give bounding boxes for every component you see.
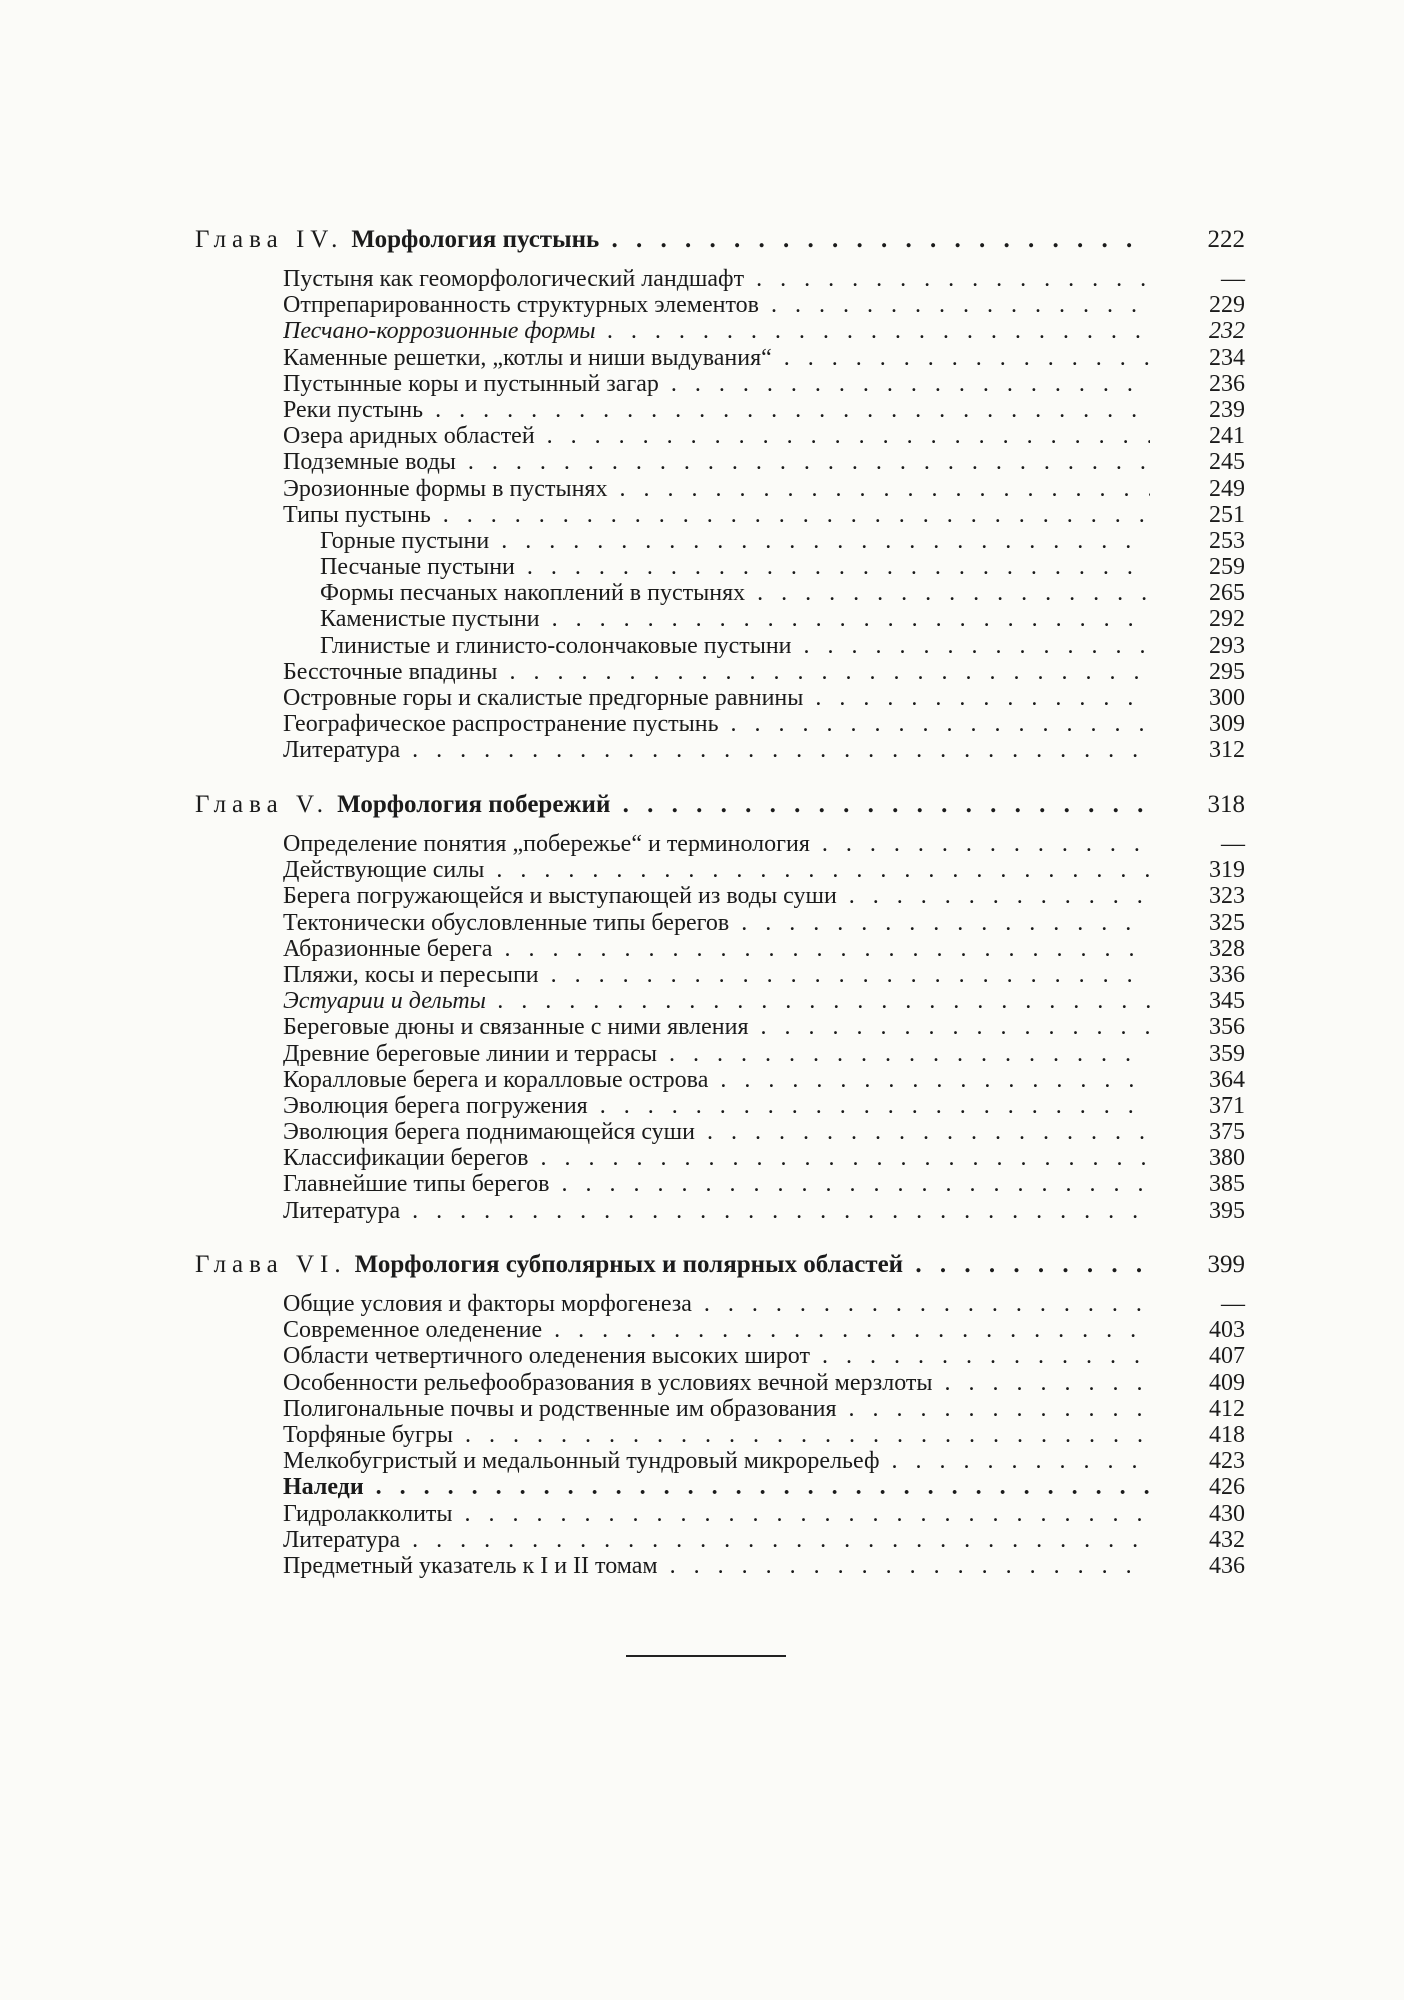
toc-entry[interactable]: Пустыня как геоморфологический ландшафт . . . —	[195, 266, 1245, 292]
page-number: 251	[1209, 501, 1245, 528]
toc-entry[interactable]: Полигональные почвы и родственные им образования . . . 412	[195, 1396, 1245, 1422]
toc-entry[interactable]: Подземные воды . . . 245	[195, 449, 1245, 475]
page-number: 407	[1209, 1343, 1245, 1370]
page-number: 430	[1209, 1500, 1245, 1527]
page-number: 418	[1209, 1421, 1245, 1448]
toc-entry[interactable]: Определение понятия „побережье“ и терминология . . . —	[195, 831, 1245, 857]
toc-entry[interactable]: Типы пустынь . . . 251	[195, 502, 1245, 528]
toc-entry[interactable]: Литература . . . 395	[195, 1198, 1245, 1224]
toc-entry[interactable]: Береговые дюны и связанные с ними явления . . . 356	[195, 1014, 1245, 1040]
toc-entry[interactable]: Литература . . . 312	[195, 737, 1245, 763]
toc-entry[interactable]: Области четвертичного оледенения высоких широт . . . 407	[195, 1343, 1245, 1369]
toc-subentry[interactable]: Горные пустыни . . . 253	[195, 528, 1245, 554]
page-number: 403	[1209, 1317, 1245, 1344]
page-number: 336	[1209, 961, 1245, 988]
toc-entry[interactable]: Коралловые берега и коралловые острова . . . 364	[195, 1067, 1245, 1093]
toc-entry[interactable]: Главнейшие типы берегов . . . 385	[195, 1171, 1245, 1197]
page-number: 265	[1209, 580, 1245, 607]
chapter-title: Морфология побережий	[337, 791, 611, 818]
page-number: 432	[1209, 1526, 1245, 1553]
page-number: —	[1221, 831, 1245, 857]
toc-entry[interactable]: Отпрепарированность структурных элементов . . . 229	[195, 292, 1245, 318]
page-number: 300	[1209, 685, 1245, 711]
toc-subentry[interactable]: Каменистые пустыни . . . 292	[195, 606, 1245, 632]
page-number: 356	[1209, 1014, 1245, 1041]
page-number: 293	[1209, 632, 1245, 659]
page-number: 229	[1209, 292, 1245, 319]
page-number: 245	[1209, 449, 1245, 476]
toc-entry[interactable]: Современное оледенение . . . 403	[195, 1317, 1245, 1343]
toc-subentry[interactable]: Песчаные пустыни . . . 259	[195, 554, 1245, 580]
page-number: 319	[1209, 857, 1245, 884]
chapter-label: Глава V.	[195, 791, 330, 818]
page-number: 312	[1209, 737, 1245, 764]
page-number: 253	[1209, 527, 1245, 554]
toc-entry[interactable]: Классификации берегов . . . 380	[195, 1145, 1245, 1171]
toc-entry[interactable]: Предметный указатель к I и II томам . . . 436	[195, 1553, 1245, 1579]
page-number: 409	[1209, 1369, 1245, 1396]
page-number: 236	[1209, 370, 1245, 397]
chapter-title: Морфология субполярных и полярных областей	[354, 1251, 904, 1278]
page-number: 385	[1209, 1171, 1245, 1198]
toc-entry[interactable]: Особенности рельефообразования в условиях вечной мерзлоты . . . 409	[195, 1370, 1245, 1396]
chapter-title: Морфология пустынь	[351, 226, 600, 253]
toc-entry[interactable]: Действующие силы . . . 319	[195, 857, 1245, 883]
toc-entry[interactable]: Литература . . . 432	[195, 1527, 1245, 1553]
toc-entry[interactable]: Эволюция берега поднимающейся суши . . . 375	[195, 1119, 1245, 1145]
toc-subentry[interactable]: Формы песчаных накоплений в пустынях . . . 265	[195, 580, 1245, 606]
toc-entry[interactable]: Географическое распространение пустынь . . . 309	[195, 711, 1245, 737]
toc-entry[interactable]: Каменные решетки, „котлы и ниши выдувания“ . . . 234	[195, 345, 1245, 371]
page-number: 259	[1209, 554, 1245, 581]
toc-entry[interactable]: Абразионные берега . . . 328	[195, 936, 1245, 962]
toc-entry[interactable]: Бессточные впадины . . . 295	[195, 659, 1245, 685]
page-number: 423	[1209, 1448, 1245, 1475]
toc-entry[interactable]: Наледи . . . 426	[195, 1474, 1245, 1500]
toc-entry[interactable]: Берега погружающейся и выступающей из воды суши . . . 323	[195, 883, 1245, 909]
page-number: 295	[1209, 658, 1245, 685]
toc-entry[interactable]: Древние береговые линии и террасы . . . 359	[195, 1041, 1245, 1067]
page-number: 309	[1209, 711, 1245, 738]
chapter-heading[interactable]	[195, 785, 1245, 825]
chapter-5	[195, 785, 1245, 1224]
toc-entry[interactable]: Торфяные бугры . . . 418	[195, 1422, 1245, 1448]
page-number: 426	[1209, 1474, 1245, 1501]
page-number: 412	[1209, 1395, 1245, 1422]
chapter-4	[195, 220, 1245, 764]
toc-entry[interactable]: Пустынные коры и пустынный загар . . . 236	[195, 371, 1245, 397]
page-number: 364	[1209, 1066, 1245, 1093]
chapter-label: Глава VI.	[195, 1251, 347, 1278]
page-number: 222	[1207, 226, 1245, 253]
page-number: 328	[1209, 935, 1245, 962]
chapter-label: Глава IV.	[195, 226, 344, 253]
page-number: 436	[1209, 1552, 1245, 1579]
toc-entry[interactable]: Эстуарии и дельты . . . 345	[195, 988, 1245, 1014]
toc-entry[interactable]: Общие условия и факторы морфогенеза . . . —	[195, 1291, 1245, 1317]
page-number: 325	[1209, 909, 1245, 936]
toc-entry[interactable]: Гидролакколиты . . . 430	[195, 1501, 1245, 1527]
chapter-6	[195, 1245, 1245, 1579]
toc-entry[interactable]: Пляжи, косы и пересыпи . . . 336	[195, 962, 1245, 988]
toc-entry[interactable]: Песчано-коррозионные формы . . . 232	[195, 318, 1245, 344]
toc-entry[interactable]: Мелкобугристый и медальонный тундровый микрорельеф . . . 423	[195, 1448, 1245, 1474]
page-number: 292	[1209, 606, 1245, 633]
toc-subentry[interactable]: Глинистые и глинисто-солончаковые пустыни . . . 293	[195, 633, 1245, 659]
page-number: 380	[1209, 1145, 1245, 1172]
page-number: 241	[1209, 423, 1245, 450]
page-number: 399	[1207, 1251, 1245, 1278]
toc-entry[interactable]: Островные горы и скалистые предгорные равнины . . . 300	[195, 685, 1245, 711]
chapter-heading[interactable]	[195, 220, 1245, 260]
page-number: 232	[1209, 318, 1245, 345]
page-number: 323	[1209, 883, 1245, 910]
page-number: 318	[1207, 791, 1245, 818]
page-number: 375	[1209, 1119, 1245, 1146]
page-number: 234	[1209, 344, 1245, 371]
page-number: 249	[1209, 475, 1245, 502]
page-number: 345	[1209, 988, 1245, 1015]
toc-entry[interactable]: Озера аридных областей . . . 241	[195, 423, 1245, 449]
page-number: —	[1221, 266, 1245, 292]
chapter-heading[interactable]	[195, 1245, 1245, 1285]
page-number: 395	[1209, 1197, 1245, 1224]
toc-entry[interactable]: Реки пустынь . . . 239	[195, 397, 1245, 423]
page-number: —	[1221, 1291, 1245, 1317]
toc-entry[interactable]: Эрозионные формы в пустынях . . . 249	[195, 476, 1245, 502]
end-rule	[626, 1655, 786, 1657]
page-number: 371	[1209, 1092, 1245, 1119]
page-number: 359	[1209, 1040, 1245, 1067]
page-number: 239	[1209, 396, 1245, 423]
toc-entry[interactable]: Эволюция берега погружения . . . 371	[195, 1093, 1245, 1119]
toc-entry[interactable]: Тектонически обусловленные типы берегов . . . 325	[195, 910, 1245, 936]
